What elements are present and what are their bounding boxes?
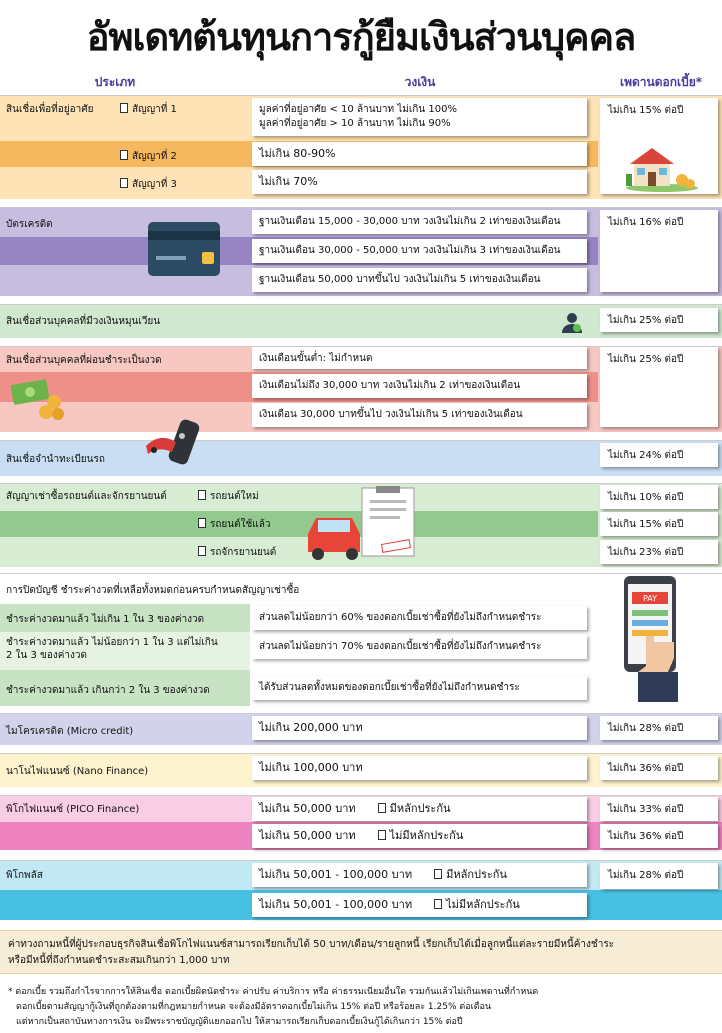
housing-rate: ไม่เกิน 15% ต่อปี	[600, 98, 718, 194]
footnote-line-2: ดอกเบี้ยตามสัญญากู้เงินที่ถูกต้องตามที่กฎหมายกำหนด จะต้องมีอัตราดอกเบี้ยไม่เกิน 15% ต่อปี หรือร้อยละ 1.25% ต่อเดือน	[16, 1002, 492, 1012]
micro-label: ไมโครเครดิต (Micro credit)	[6, 726, 134, 737]
pico-collateral-2	[378, 829, 464, 842]
leasing-label: สัญญาเช่าซื้อรถยนต์และจักรยานยนต์	[6, 491, 167, 502]
picoplus-collateral-1	[434, 868, 507, 881]
housing-contract-1-label: สัญญาที่ 1	[132, 104, 177, 115]
housing-contract-2	[120, 149, 177, 164]
phone-pay-icon	[616, 574, 696, 706]
housing-label: สินเชื่อเพื่อที่อยู่อาศัย	[6, 104, 94, 115]
pay-label: PAY	[642, 594, 658, 603]
note-line-2: หรือมีหนี้ที่ถึงกำหนดชำระสะสมเกินกว่า 1,000 บาท	[8, 955, 230, 966]
card-limit-1: ฐานเงินเดือน 15,000 - 30,000 บาท วงเงินไม่เกิน 2 เท่าของเงินเดือน	[252, 210, 587, 234]
closing-discount-1: ส่วนลดไม่น้อยกว่า 60% ของดอกเบี้ยเช่าซื้อที่ยังไม่ถึงกำหนดชำระ	[252, 606, 587, 630]
closing-label: การปิดบัญชี ชำระค่างวดที่เหลือทั้งหมดก่อนครบกำหนดสัญญาเช่าซื้อ	[6, 585, 300, 596]
car-key-icon	[142, 416, 210, 476]
pico-collateral-1	[378, 802, 451, 815]
person-icon	[560, 310, 584, 334]
document-icon	[434, 899, 442, 909]
document-icon	[378, 803, 386, 813]
housing-contract-3	[120, 177, 177, 192]
housing-limit-1b: มูลค่าที่อยู่อาศัย > 10 ล้านบาท ไม่เกิน 90%	[259, 117, 451, 129]
document-icon	[120, 178, 128, 188]
nano-rate: ไม่เกิน 36% ต่อปี	[600, 756, 718, 780]
leasing-new-car-label: รถยนต์ใหม่	[210, 491, 259, 502]
installment-rate: ไม่เกิน 25% ต่อปี	[600, 347, 718, 427]
installment-label: สินเชื่อส่วนบุคคลที่ผ่อนชำระเป็นงวด	[6, 355, 162, 366]
closing-cond-2	[6, 636, 218, 662]
housing-limit-3: ไม่เกิน 70%	[252, 170, 587, 194]
document-icon	[198, 490, 206, 500]
leasing-used-car	[198, 517, 270, 532]
leasing-used-car-label: รถยนต์ใช้แล้ว	[210, 519, 271, 530]
closing-cond-3: ชำระค่างวดมาแล้ว เกินกว่า 2 ใน 3 ของค่างวด	[6, 685, 210, 696]
picoplus-label: พิโกพลัส	[6, 870, 43, 881]
picoplus-limit-1-amount: ไม่เกิน 50,001 - 100,000 บาท	[259, 868, 413, 881]
closing-cond-2a: ชำระค่างวดมาแล้ว ไม่น้อยกว่า 1 ใน 3 แต่ไม่เกิน	[6, 637, 218, 648]
pico-rate-1: ไม่เกิน 33% ต่อปี	[600, 797, 718, 821]
closing-cond-1: ชำระค่างวดมาแล้ว ไม่เกิน 1 ใน 3 ของค่างวด	[6, 614, 205, 625]
pico-limit-2	[252, 824, 587, 848]
picoplus-collateral-2-label: ไม่มีหลักประกัน	[446, 898, 520, 911]
installment-limit-3: เงินเดือน 30,000 บาทขึ้นไป วงเงินไม่เกิน 5 เท่าของเงินเดือน	[252, 403, 587, 427]
header-rate: เพดานดอกเบี้ย*	[619, 75, 703, 89]
card-limit-2: ฐานเงินเดือน 30,000 - 50,000 บาท วงเงินไม่เกิน 3 เท่าของเงินเดือน	[252, 239, 587, 263]
leasing-band-2	[0, 511, 598, 537]
installment-limit-1: เงินเดือนขั้นต่ำ: ไม่กำหนด	[252, 347, 587, 369]
card-limit-3: ฐานเงินเดือน 50,000 บาทขึ้นไป วงเงินไม่เกิน 5 เท่าของเงินเดือน	[252, 268, 587, 292]
footnote-line-1: * ดอกเบี้ย รวมถึงกำไรจากการให้สินเชื่อ ดอกเบี้ยผิดนัดชำระ ค่าปรับ ค่าบริการ หรือ ค่าธรรมเนียมอื่นใด รวมกันแล้วไม่เกินเพดานที่กำหนด	[8, 987, 539, 997]
micro-rate: ไม่เกิน 28% ต่อปี	[600, 716, 718, 740]
money-icon	[10, 378, 66, 422]
header-type: ประเภท	[94, 75, 136, 89]
car-contract-icon	[302, 486, 432, 566]
closing-discount-3: ได้รับส่วนลดทั้งหมดของดอกเบี้ยเช่าซื้อที่ยังไม่ถึงกำหนดชำระ	[252, 676, 587, 700]
revolving-label: สินเชื่อส่วนบุคคลที่มีวงเงินหมุนเวียน	[6, 316, 161, 327]
leasing-motorcycle-label: รถจักรยานยนต์	[210, 547, 277, 558]
house-icon	[622, 144, 700, 192]
pico-rate-2: ไม่เกิน 36% ต่อปี	[600, 824, 718, 848]
revolving-rate: ไม่เกิน 25% ต่อปี	[600, 308, 718, 332]
pico-collateral-1-label: มีหลักประกัน	[389, 802, 451, 815]
housing-contract-3-label: สัญญาที่ 3	[132, 179, 177, 190]
picoplus-limit-2-amount: ไม่เกิน 50,001 - 100,000 บาท	[259, 898, 413, 911]
pico-limit-1	[252, 797, 587, 821]
closing-cond-2b: 2 ใน 3 ของค่างวด	[6, 650, 88, 661]
carloan-label: สินเชื่อจำนำทะเบียนรถ	[6, 454, 105, 465]
nano-limit: ไม่เกิน 100,000 บาท	[252, 756, 587, 780]
housing-contract-1	[120, 102, 177, 117]
document-icon	[378, 830, 386, 840]
leasing-motorcycle	[198, 545, 276, 560]
picoplus-rate: ไม่เกิน 28% ต่อปี	[600, 863, 718, 889]
pico-collateral-2-label: ไม่มีหลักประกัน	[389, 829, 464, 842]
card-label: บัตรเครดิต	[6, 219, 53, 230]
header-limit: วงเงิน	[404, 75, 436, 89]
note-line-1: ค่าทวงถามหนี้ที่ผู้ประกอบธุรกิจสินเชื่อพิโกไฟแนนซ์สามารถเรียกเก็บได้ 50 บาท/เดือน/รายลูกหนี้ เรียกเก็บได้เมื่อลูกหนี้แต่ละรายมีหนี้ค้างชำระ	[8, 939, 615, 950]
picoplus-limit-1	[252, 863, 587, 887]
leasing-rate-moto: ไม่เกิน 23% ต่อปี	[600, 540, 718, 564]
pico-limit-1-amount: ไม่เกิน 50,000 บาท	[259, 802, 356, 815]
footnote-line-3: แต่หากเป็นสถาบันทางการเงิน จะมีพระราชบัญญัติแยกออกไป ให้สามารถเรียกเก็บดอกเบี้ยเงินกู้ได้เกินกว่า 15% ต่อปี	[16, 1017, 463, 1027]
housing-contract-2-label: สัญญาที่ 2	[132, 151, 177, 162]
micro-limit: ไม่เกิน 200,000 บาท	[252, 716, 587, 740]
installment-limit-2: เงินเดือนไม่ถึง 30,000 บาท วงเงินไม่เกิน 2 เท่าของเงินเดือน	[252, 374, 587, 398]
credit-card-icon	[148, 222, 220, 276]
nano-label: นาโนไฟแนนซ์ (Nano Finance)	[6, 766, 149, 777]
document-icon	[120, 103, 128, 113]
picoplus-limit-2	[252, 893, 587, 917]
document-icon	[120, 150, 128, 160]
pico-limit-2-amount: ไม่เกิน 50,000 บาท	[259, 829, 356, 842]
document-icon	[434, 869, 442, 879]
card-rate: ไม่เกิน 16% ต่อปี	[600, 210, 718, 292]
document-icon	[198, 518, 206, 528]
leasing-new-car	[198, 489, 259, 504]
housing-limit-1	[252, 98, 587, 136]
leasing-rate-new: ไม่เกิน 10% ต่อปี	[600, 485, 718, 509]
closing-discount-2: ส่วนลดไม่น้อยกว่า 70% ของดอกเบี้ยเช่าซื้อที่ยังไม่ถึงกำหนดชำระ	[252, 635, 587, 659]
document-icon	[198, 546, 206, 556]
leasing-rate-used: ไม่เกิน 15% ต่อปี	[600, 512, 718, 536]
housing-limit-1a: มูลค่าที่อยู่อาศัย < 10 ล้านบาท ไม่เกิน 100%	[259, 104, 457, 115]
carloan-rate: ไม่เกิน 24% ต่อปี	[600, 443, 718, 467]
picoplus-collateral-1-label: มีหลักประกัน	[446, 868, 507, 881]
pico-label: พิโกไฟแนนซ์ (PICO Finance)	[6, 804, 140, 815]
picoplus-collateral-2	[434, 898, 520, 911]
page-title: อัพเดทต้นทุนการกู้ยืมเงินส่วนบุคคล	[86, 14, 636, 59]
housing-limit-2: ไม่เกิน 80-90%	[252, 142, 587, 166]
